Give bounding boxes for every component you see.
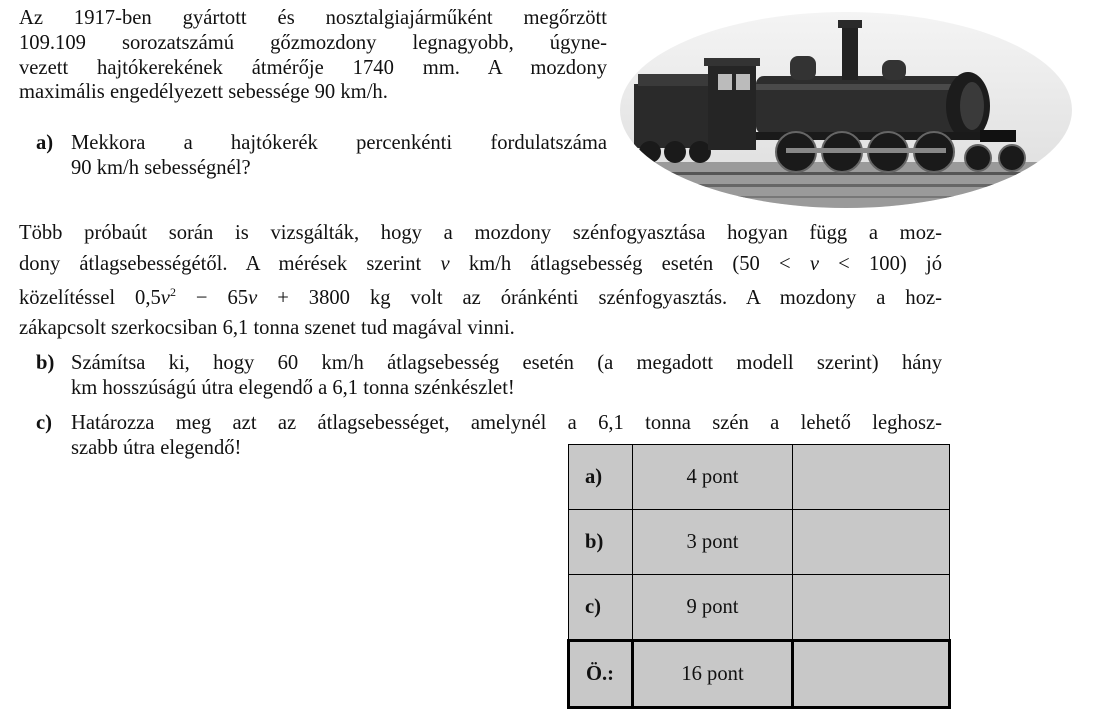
score-label: Ö.: [569,641,633,708]
locomotive-photo [620,12,1072,208]
paragraph-line: zákapcsolt szerkocsiban 6,1 tonna szenet tud magával vinni. [19,317,515,339]
question-text [71,351,942,401]
score-points: 4 pont [633,445,793,510]
intro-line: vezett hajtókerekének átmérője 1740 mm. A mozdony [19,56,607,79]
paragraph-line: Több próbaút során is vizsgálták, hogy a mozdony szénfogyasztása hogyan függ a moz- [19,222,942,244]
question-line: szabb útra elegendő! [71,437,242,459]
paragraph-line: közelítéssel $0,5v^2 - 65v + 3800$ kg volt az óránkénti szénfogyasztás. A mozdony a hoz- [19,285,942,309]
score-row [569,510,950,575]
score-blank-cell[interactable] [793,575,950,641]
question-label: b) [36,352,55,374]
question-line: Mekkora a hajtókerék percenkénti fordulatszáma [71,132,607,154]
score-blank-cell[interactable] [793,510,950,575]
score-label: a) [569,445,633,510]
question-text [71,131,607,181]
variable-v: v [440,253,450,275]
paragraph-line: dony átlagsebességétől. A mérések szerint v km/h átlagsebesség esetén (50 < v < 100) jó [19,253,942,275]
score-row [569,575,950,641]
question-label: a) [36,132,54,154]
score-blank-cell[interactable] [793,445,950,510]
score-points: 3 pont [633,510,793,575]
question-label: c) [36,412,52,434]
intro-line: 109.109 sorozatszámú gőzmozdony legnagyobb, úgyne- [19,31,607,54]
score-points: 16 pont [633,641,793,708]
score-label: c) [569,575,633,641]
question-line: 90 km/h sebességnél? [71,157,251,179]
score-total-row [569,641,950,708]
intro-paragraph [19,6,607,105]
intro-line: maximális engedélyezett sebessége 90 km/h. [19,81,388,104]
score-label: b) [569,510,633,575]
consumption-formula: $0,5v^2 - 65v + 3800$ [135,285,350,309]
question-line: Számítsa ki, hogy 60 km/h átlagsebesség esetén (a megadott modell szerint) hány [71,352,942,374]
variable-v: v [809,253,819,275]
score-row [569,445,950,510]
score-points: 9 pont [633,575,793,641]
score-blank-cell[interactable] [793,641,950,708]
question-line: Határozza meg azt az átlagsebességet, amelynél a 6,1 tonna szén a lehető leghosz- [71,412,942,434]
score-table [567,444,951,709]
question-line: km hosszúságú útra elegendő a 6,1 tonna szénkészlet! [71,377,515,399]
intro-line: Az 1917-ben gyártott és nosztalgiajárműként megőrzött [19,7,607,29]
